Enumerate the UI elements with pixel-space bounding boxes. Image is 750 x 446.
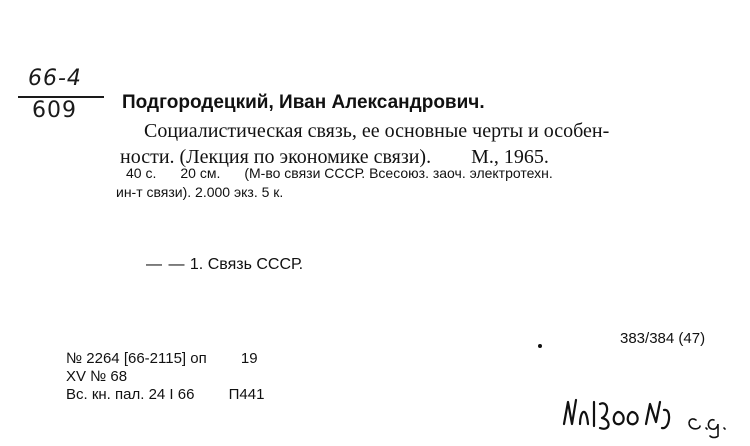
handwritten-signature (560, 394, 735, 440)
shelfmark-top: 66-4 (28, 66, 82, 91)
chamber-date: Вс. кн. пал. 24 I 66 (66, 386, 195, 403)
ink-dot (538, 344, 542, 348)
print-run: ин-т связи). 2.000 экз. 5 к. (116, 184, 284, 200)
subject-heading (146, 256, 303, 274)
author-heading: Подгородецкий, Иван Александрович. (122, 92, 485, 113)
order-row-3 (66, 386, 264, 404)
order-number: № 2264 (66, 350, 120, 367)
series-note: (М-во связи СССР. Всесоюз. заоч. электротехн. (244, 165, 553, 181)
order-op: оп (190, 350, 207, 367)
page-reference: 383/384 (47) (620, 330, 706, 347)
subject-text: 1. Связь СССР. (189, 256, 304, 273)
order-row-2: XV № 68 (66, 368, 128, 385)
title-block (120, 118, 730, 170)
title-line-1: Социалистическая связь, ее основные черты и особен- (144, 120, 610, 142)
imprint: М., 1965. (471, 146, 549, 168)
order-row-1 (66, 350, 264, 368)
physical-description (116, 164, 736, 202)
order-bracket: [66-2115] (123, 350, 187, 367)
title-line-2: ности. (Лекция по экономике связи). (120, 146, 432, 168)
pagination: 40 с. (126, 165, 157, 181)
dimensions: 20 см. (180, 165, 221, 181)
subject-dash: — — (146, 256, 186, 273)
print-code: П441 (228, 386, 265, 403)
order-block (66, 350, 264, 404)
shelfmark-bottom: 609 (32, 98, 77, 123)
order-op-number: 19 (240, 350, 258, 367)
